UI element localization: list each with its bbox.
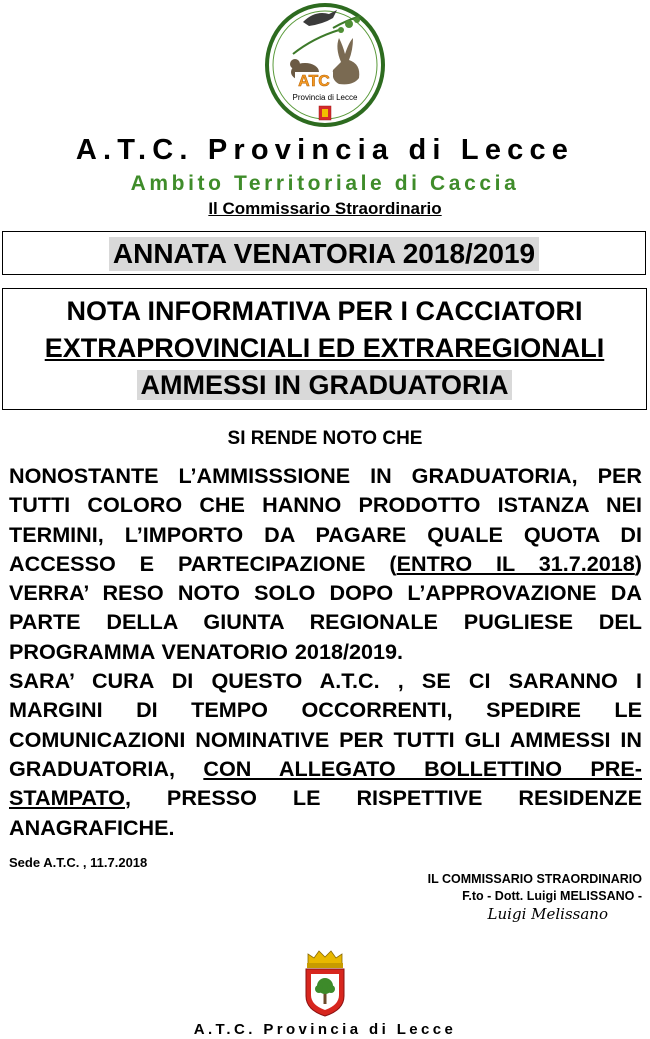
- notice-title-line-3: AMMESSI IN GRADUATORIA: [137, 370, 511, 400]
- attachment-note: CON ALLEGATO BOLLETTINO PRE-STAMPATO: [9, 755, 642, 811]
- handwritten-signature: Luigi Melissano: [487, 905, 608, 923]
- signature-block: [428, 871, 642, 923]
- season-title: ANNATA VENATORIA 2018/2019: [109, 237, 539, 271]
- atc-logo: [263, 2, 387, 128]
- season-box: [2, 231, 646, 275]
- body-paragraph-1: NONOSTANTE L’AMMISSSIONE IN GRADUATORIA, PER TUTTI COLORO CHE HANNO PRODOTTO ISTANZA NEI TERMINI, L’IMPORTO DA PAGARE QUALE QUOTA DI ACCESSO E PARTECIPAZIONE (ENTRO IL 31.7.2018) VERRA’ RESO NOTO SOLO DOPO L’APPROVAZIONE DA PARTE DELLA GIUNTA REGIONALE PUGLIESE DEL PROGRAMMA VENATORIO 2018/2019.: [9, 463, 642, 664]
- notice-title-line-2: EXTRAPROVINCIALI ED EXTRAREGIONALI: [44, 333, 605, 363]
- signature-role: IL COMMISSARIO STRAORDINARIO: [427, 872, 642, 886]
- regione-puglia-crest-icon: [302, 948, 348, 1018]
- announcement-heading: SI RENDE NOTO CHE: [227, 428, 423, 449]
- atc-logo-text: ATC: [298, 73, 330, 90]
- notice-body: [9, 461, 642, 842]
- signature-name: F.to - Dott. Luigi MELISSANO -: [462, 889, 642, 903]
- place-date: Sede A.T.C. , 11.7.2018: [9, 855, 148, 870]
- notice-title-line-1: NOTA INFORMATIVA PER I CACCIATORI: [66, 296, 583, 326]
- footer-title: A.T.C. Provincia di Lecce: [193, 1021, 457, 1038]
- atc-logo-caption: Provincia di Lecce: [292, 93, 358, 102]
- commissario-heading: Il Commissario Straordinario: [208, 199, 442, 218]
- notice-box: [2, 288, 647, 410]
- organization-subtitle: Ambito Territoriale di Caccia: [130, 172, 520, 195]
- organization-title: A.T.C. Provincia di Lecce: [75, 134, 575, 166]
- body-paragraph-2: SARA’ CURA DI QUESTO A.T.C. , SE CI SARANNO I MARGINI DI TEMPO OCCORRENTI, SPEDIRE LE COMUNICAZIONI NOMINATIVE PER TUTTI GLI AMMESSI IN GRADUATORIA, CON ALLEGATO BOLLETTINO PRE-STAMPATO, PRESSO LE RISPETTIVE RESIDENZE ANAGRAFICHE.: [9, 668, 642, 840]
- deadline-text: ENTRO IL 31.7.2018: [396, 550, 635, 576]
